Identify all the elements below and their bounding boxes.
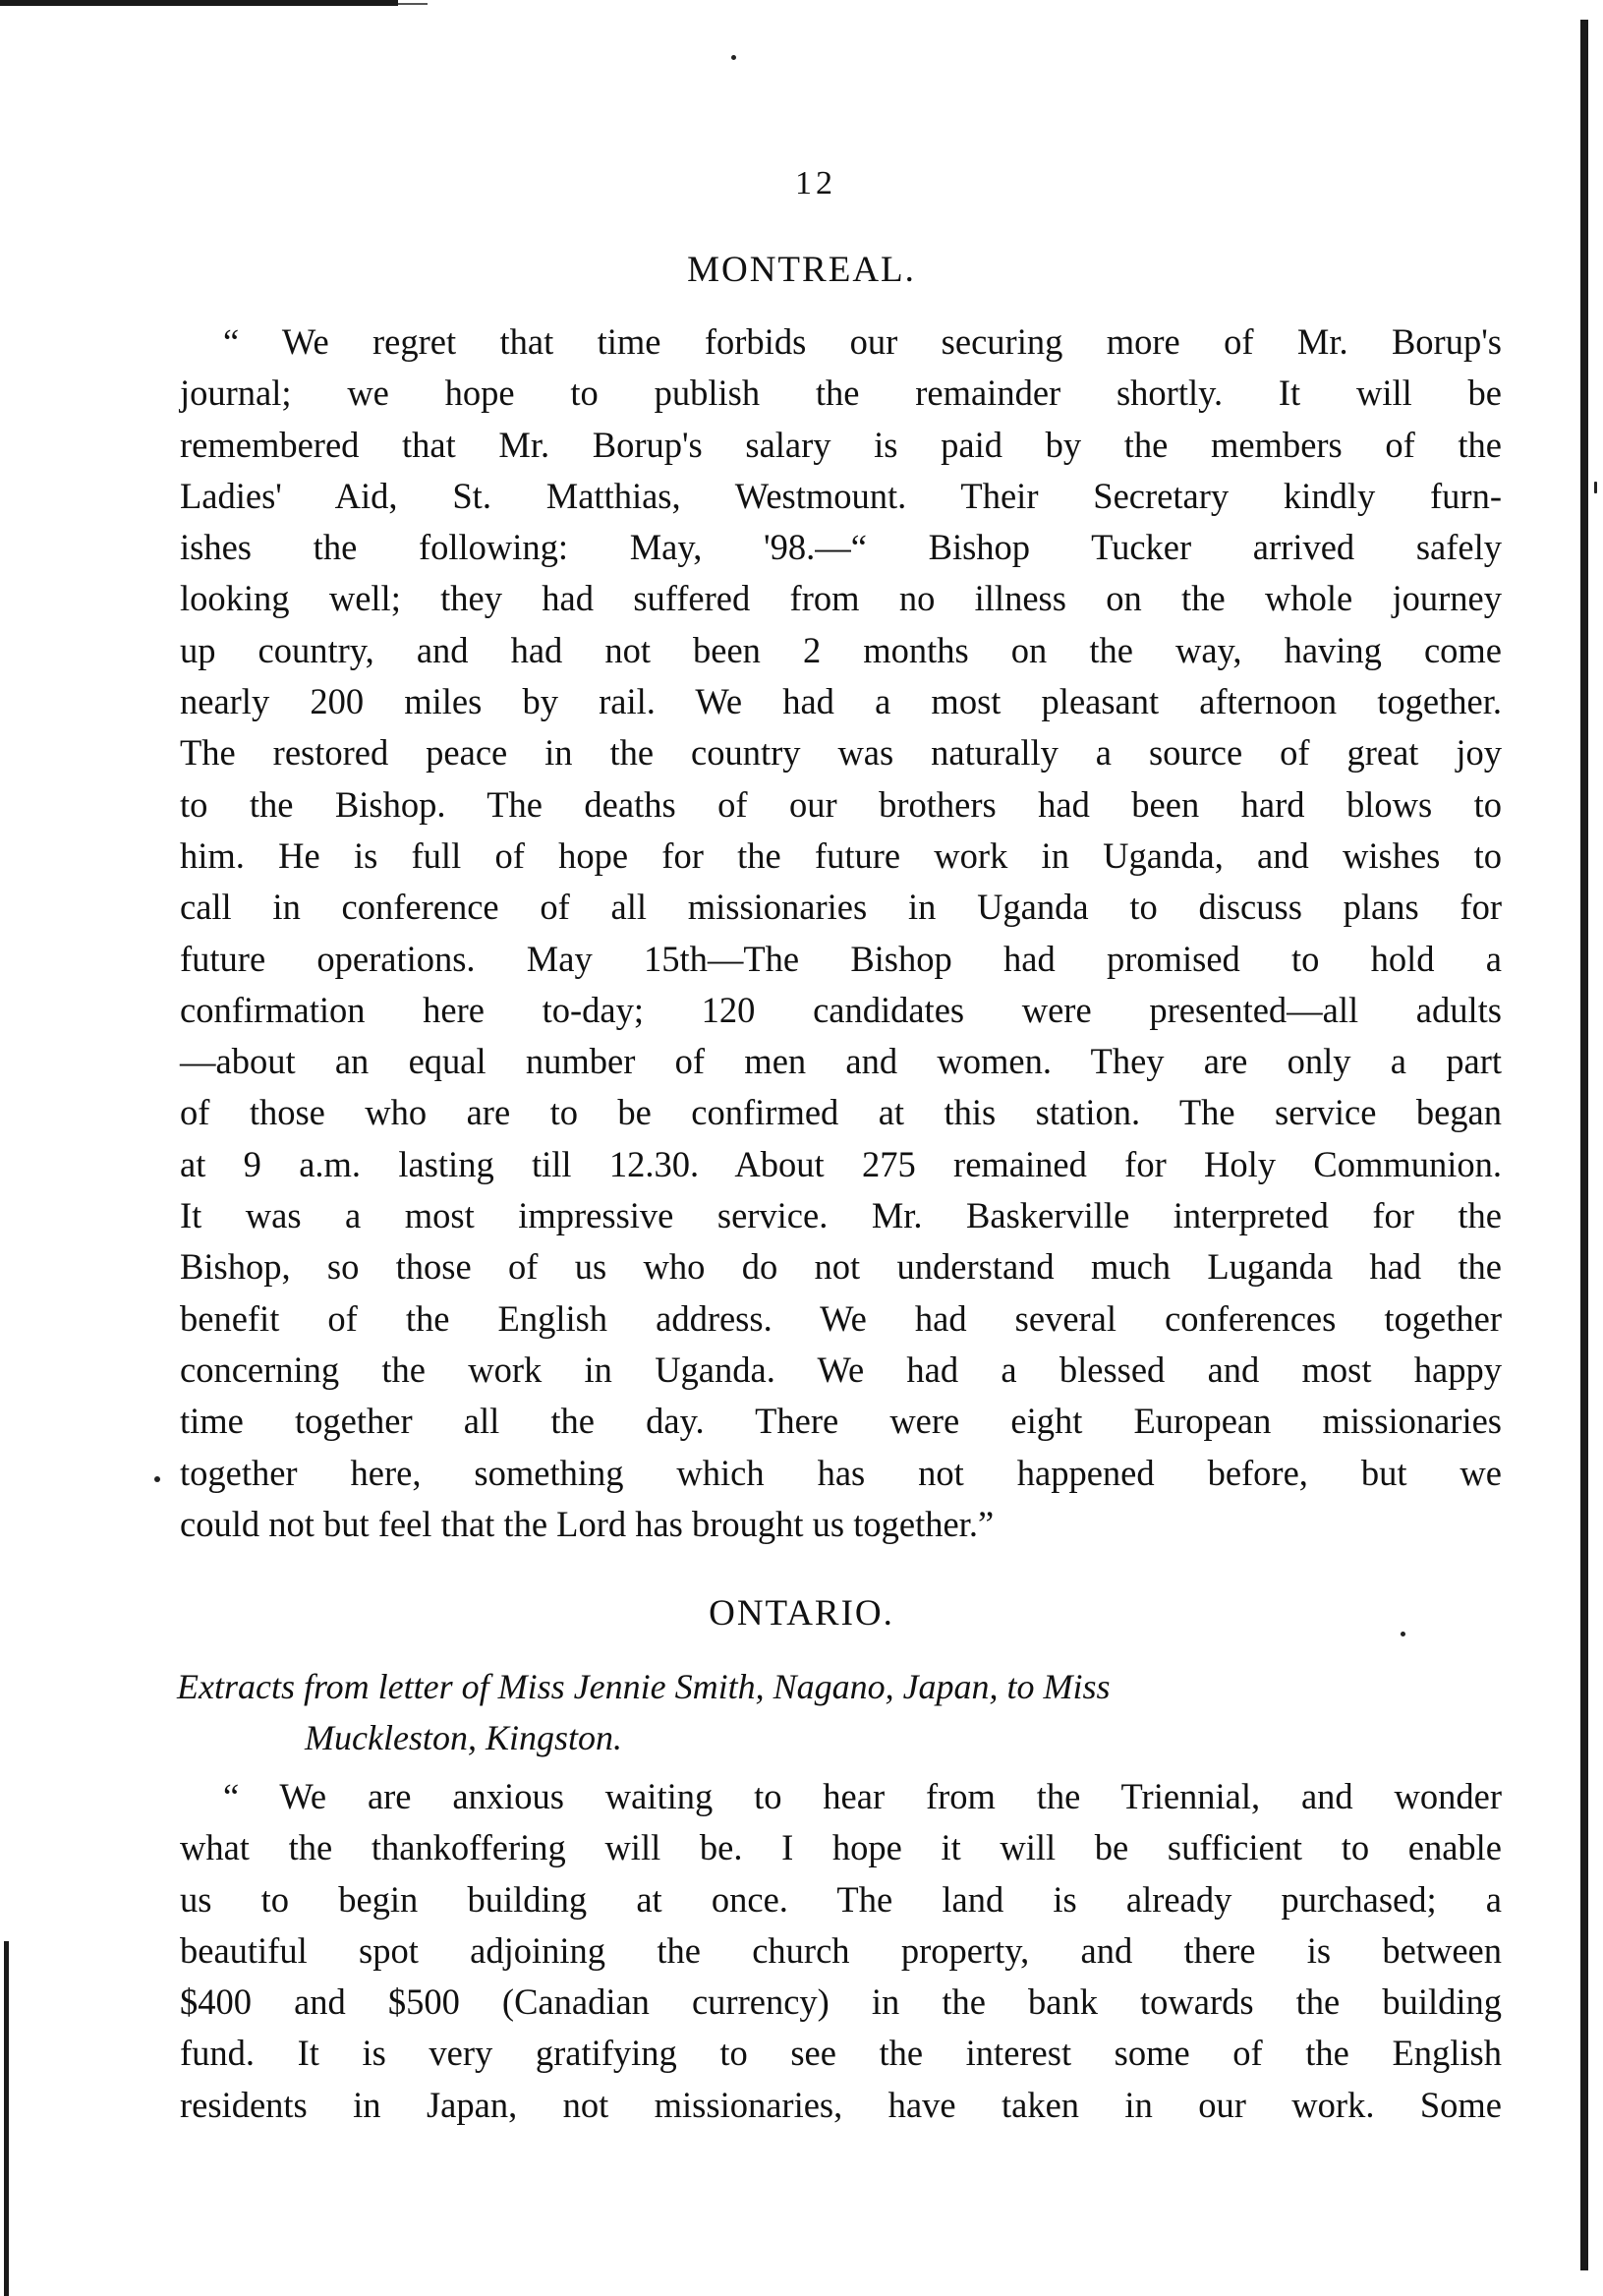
- text-line: —about an equal number of men and women. They are only a part: [180, 1041, 1502, 1082]
- text-line: him. He is full of hope for the future work in Uganda, and wishes to: [180, 834, 1502, 876]
- text-line: future operations. May 15th—The Bishop had promised to hold a: [180, 938, 1502, 979]
- extract-line: Muckleston, Kingston.: [305, 1718, 622, 1757]
- text-line: of those who are to be confirmed at this station. The service began: [180, 1092, 1502, 1133]
- text-line: call in conference of all missionaries in Uganda to discuss plans for: [180, 887, 1502, 928]
- text-line: “ We regret that time forbids our securing more of Mr. Borup's: [223, 321, 1502, 362]
- text-line: to the Bishop. The deaths of our brothers had been hard blows to: [180, 783, 1502, 825]
- scan-speck: [1594, 482, 1597, 493]
- text-line: together here, something which has not happened before, but we: [180, 1452, 1502, 1493]
- text-line: could not but feel that the Lord has brought us together.”: [180, 1503, 995, 1544]
- right-scan-edge-bar: [1580, 20, 1588, 2270]
- scan-speck: [731, 55, 736, 60]
- text-line: beautiful spot adjoining the church property, and there is between: [180, 1929, 1502, 1971]
- top-scan-edge-rule-tail: [398, 3, 428, 5]
- text-line: at 9 a.m. lasting till 12.30. About 275 remained for Holy Communion.: [180, 1143, 1502, 1184]
- text-line: Ladies' Aid, St. Matthias, Westmount. Their Secretary kindly furn-: [180, 475, 1502, 516]
- text-line: nearly 200 miles by rail. We had a most pleasant afternoon together.: [180, 681, 1502, 722]
- montreal-paragraph: [180, 316, 1502, 1550]
- text-line: It was a most impressive service. Mr. Baskerville interpreted for the: [180, 1195, 1502, 1236]
- text-line: Bishop, so those of us who do not understand much Luganda had the: [180, 1246, 1502, 1288]
- letter-extract-note: [177, 1661, 1504, 1763]
- text-line: remembered that Mr. Borup's salary is paid by the members of the: [180, 424, 1502, 465]
- scan-speck: [154, 1476, 160, 1482]
- text-line: confirmation here to-day; 120 candidates were presented—all adults: [180, 989, 1502, 1030]
- extract-line: Extracts from letter of Miss Jennie Smith, Nagano, Japan, to Miss: [177, 1667, 1111, 1706]
- text-line: ishes the following: May, '98.—“ Bishop Tucker arrived safely: [180, 527, 1502, 568]
- text-line: looking well; they had suffered from no illness on the whole journey: [180, 578, 1502, 619]
- text-line: $400 and $500 (Canadian currency) in the bank towards the building: [180, 1981, 1502, 2023]
- section-heading-montreal: MONTREAL.: [687, 250, 916, 290]
- text-line: us to begin building at once. The land is already purchased; a: [180, 1878, 1502, 1920]
- text-line: concerning the work in Uganda. We had a blessed and most happy: [180, 1349, 1502, 1390]
- text-line: “ We are anxious waiting to hear from the Triennial, and wonder: [223, 1776, 1502, 1816]
- text-line: up country, and had not been 2 months on the way, having come: [180, 629, 1502, 670]
- top-scan-edge-rule: [0, 0, 398, 6]
- page-number: 12: [795, 165, 836, 201]
- text-line: fund. It is very gratifying to see the interest some of the English: [180, 2033, 1502, 2074]
- text-line: time together all the day. There were eight European missionaries: [180, 1401, 1502, 1442]
- ontario-paragraph: [180, 1771, 1502, 2131]
- text-line: benefit of the English address. We had several conferences together: [180, 1297, 1502, 1339]
- left-scan-edge-bar: [4, 1941, 9, 2296]
- text-line: what the thankoffering will be. I hope it will be sufficient to enable: [180, 1827, 1502, 1868]
- text-line: journal; we hope to publish the remainder shortly. It will be: [180, 373, 1502, 414]
- section-heading-ontario: ONTARIO.: [709, 1593, 894, 1634]
- text-line: The restored peace in the country was naturally a source of great joy: [180, 732, 1502, 774]
- text-line: residents in Japan, not missionaries, have taken in our work. Some: [180, 2084, 1502, 2125]
